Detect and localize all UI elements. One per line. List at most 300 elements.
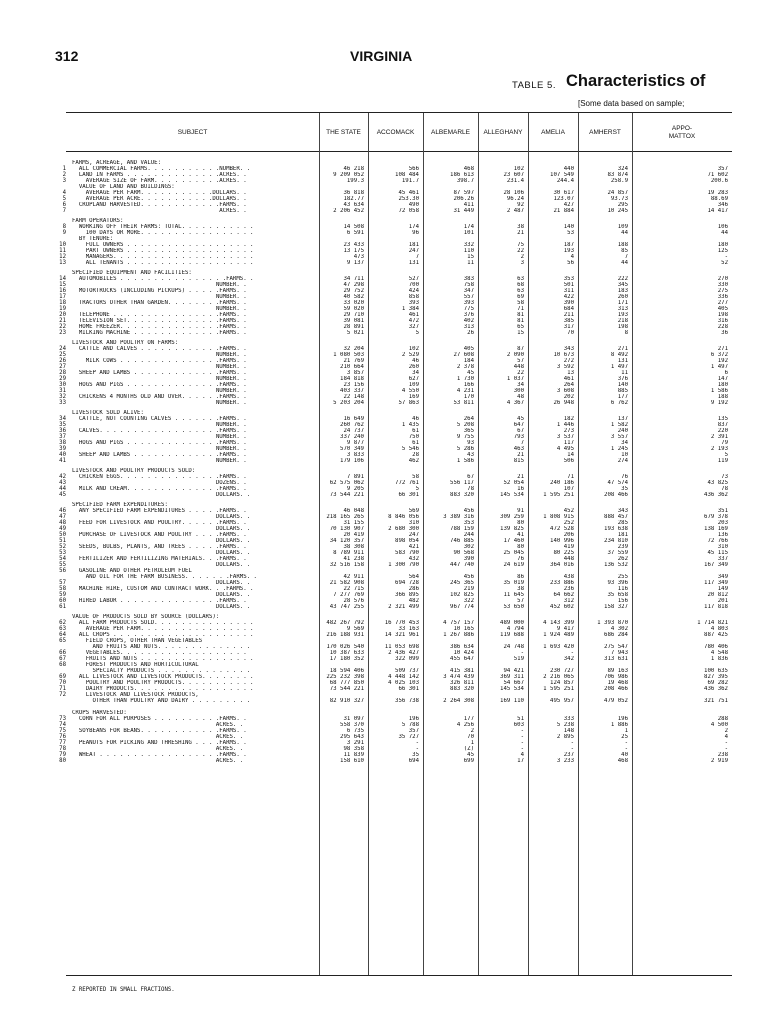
- table-cell: 317: [563, 324, 574, 330]
- table-cell: 501: [563, 282, 574, 288]
- table-cell: 225 232 398: [326, 674, 364, 680]
- table-cell: (Z): [463, 746, 474, 752]
- table-cell: 80: [517, 544, 524, 550]
- table-cell: 54 667: [503, 680, 524, 686]
- table-cell: 46 048: [343, 508, 364, 514]
- table-cell: 20 419: [343, 532, 364, 538]
- table-cell: 247: [408, 532, 419, 538]
- table-row: [0, 698, 770, 704]
- row-number: 16: [59, 288, 66, 294]
- table-cell: 208 466: [604, 686, 628, 692]
- table-cell: 43 825: [707, 480, 728, 486]
- table-cell: 9 205: [346, 486, 364, 492]
- table-cell: 228: [717, 324, 728, 330]
- table-cell: 3 291: [346, 740, 364, 746]
- row-number: 26: [59, 358, 66, 364]
- row-subject: AVERAGE PER FARM. . . . . . . . . . .DOLLARS. .: [72, 190, 247, 196]
- table-cell: 679 378: [704, 514, 728, 520]
- table-cell: 211: [563, 312, 574, 318]
- table-cell: 2 216 065: [543, 674, 574, 680]
- table-cell: 101: [463, 230, 474, 236]
- table-cell: -: [520, 728, 524, 734]
- table-cell: 45: [517, 416, 524, 422]
- table-cell: 4 025 103: [388, 680, 419, 686]
- table-cell: 17 180 352: [329, 656, 364, 662]
- table-cell: 376: [463, 312, 474, 318]
- table-cell: -: [724, 740, 728, 746]
- table-cell: 343: [617, 508, 628, 514]
- table-cell: 286: [408, 586, 419, 592]
- table-cell: 57: [517, 598, 524, 604]
- row-subject: DOLLARS. .: [72, 514, 251, 520]
- row-subject: FARMS, ACREAGE, AND VALUE:: [72, 160, 162, 166]
- table-cell: 345: [617, 282, 628, 288]
- table-cell: 193: [617, 312, 628, 318]
- table-cell: 21: [517, 230, 524, 236]
- table-cell: 81: [517, 312, 524, 318]
- table-cell: 421: [408, 544, 419, 550]
- table-cell: 1 693 420: [543, 644, 574, 650]
- table-cell: 8: [624, 330, 628, 336]
- table-row: [0, 758, 770, 764]
- row-number: 68: [59, 662, 66, 668]
- row-subject: LAND IN FARMS . . . . . . . . . . . . . .ACRES. .: [72, 172, 247, 178]
- table-cell: 2: [724, 728, 728, 734]
- table-cell: 131: [408, 260, 419, 266]
- table-cell: 447 740: [450, 562, 474, 568]
- table-cell: 405: [717, 306, 728, 312]
- table-row: [0, 330, 770, 336]
- row-number: 66: [59, 650, 66, 656]
- table-cell: 436 362: [704, 492, 728, 498]
- table-cell: 694: [408, 758, 419, 764]
- table-cell: 233 886: [550, 580, 574, 586]
- table-cell: 3 608: [556, 388, 574, 394]
- table-cell: 2 193: [710, 446, 728, 452]
- table-cell: 313: [463, 324, 474, 330]
- table-cell: 87 597: [453, 190, 474, 196]
- row-number: 43: [59, 480, 66, 486]
- table-cell: 422: [563, 294, 574, 300]
- table-cell: 321 751: [704, 698, 728, 704]
- table-cell: 236: [563, 586, 574, 592]
- table-cell: 192: [717, 358, 728, 364]
- table-cell: 2 321 499: [388, 604, 419, 610]
- row-subject: DOZENS. .: [72, 480, 247, 486]
- table-cell: 13: [567, 370, 574, 376]
- table-cell: 858: [408, 294, 419, 300]
- table-cell: 455 647: [450, 656, 474, 662]
- table-cell: 9 417: [556, 626, 574, 632]
- table-cell: 80 225: [553, 550, 574, 556]
- table-cell: 193 638: [604, 526, 628, 532]
- table-cell: 107: [563, 486, 574, 492]
- table-cell: 1 924 489: [543, 632, 574, 638]
- table-cell: 26: [467, 330, 474, 336]
- table-cell: 883 320: [450, 492, 474, 498]
- row-subject: MILK AND CREAM. . . . . . . . . . . . . .FARMS. .: [72, 486, 247, 492]
- table-cell: 8 846 056: [388, 514, 419, 520]
- table-cell: 24 619: [503, 562, 524, 568]
- row-subject: VALUE OF PRODUCTS SOLD BY SOURCE (DOLLARS):: [72, 614, 220, 620]
- table-cell: 135: [717, 416, 728, 422]
- table-cell: 4 548: [710, 650, 728, 656]
- table-cell: 110: [463, 248, 474, 254]
- row-subject: DOLLARS. .: [72, 592, 251, 598]
- row-subject: TELEVISION SET. . . . . . . . . . . . . .FARMS. .: [72, 318, 247, 324]
- table-cell: 29 752: [343, 288, 364, 294]
- row-number: 70: [59, 680, 66, 686]
- table-cell: 14 321 961: [384, 632, 419, 638]
- table-cell: 1: [470, 740, 474, 746]
- row-subject: AND FRUITS AND NUTS. . . . . . . . . . . . . .: [72, 644, 251, 650]
- table-cell: 75: [517, 242, 524, 248]
- table-cell: 131: [617, 358, 628, 364]
- table-cell: 427: [563, 202, 574, 208]
- row-subject: MOTORTRUCKS (INCLUDING PICKUPS) . . . . .FARMS. .: [72, 288, 247, 294]
- table-cell: 694 728: [395, 580, 419, 586]
- table-cell: 326 811: [450, 680, 474, 686]
- table-cell: 271: [617, 346, 628, 352]
- table-cell: 1 886: [610, 722, 628, 728]
- table-cell: 203: [717, 520, 728, 526]
- table-cell: 68 777 850: [329, 680, 364, 686]
- row-number: 45: [59, 492, 66, 498]
- table-cell: 3 833: [346, 452, 364, 458]
- table-cell: 1 245: [610, 446, 628, 452]
- table-cell: 295 643: [340, 734, 364, 740]
- table-cell: 43: [467, 452, 474, 458]
- table-cell: 9 137: [346, 260, 364, 266]
- table-cell: 310: [408, 520, 419, 526]
- table-cell: 96.24: [506, 196, 524, 202]
- table-cell: 32 516 158: [329, 562, 364, 568]
- row-subject: CROPS HARVESTED:: [72, 710, 127, 716]
- table-cell: 22 148: [343, 394, 364, 400]
- table-cell: 452 602: [550, 604, 574, 610]
- table-cell: 81: [517, 318, 524, 324]
- table-cell: 123.07: [553, 196, 574, 202]
- row-number: 25: [59, 352, 66, 358]
- table-cell: 1 080 503: [333, 352, 364, 358]
- table-cell: 25: [621, 734, 628, 740]
- table-cell: 186 613: [450, 172, 474, 178]
- row-number: 29: [59, 376, 66, 382]
- table-cell: 262: [617, 556, 628, 562]
- table-cell: 117: [563, 440, 574, 446]
- table-cell: 5 203 204: [333, 400, 364, 406]
- row-subject: LIVESTOCK AND POULTRY ON FARMS:: [72, 340, 179, 346]
- table-cell: 8 492: [610, 352, 628, 358]
- table-cell: 108 484: [395, 172, 419, 178]
- row-number: 27: [59, 364, 66, 370]
- table-bottom-rule: [66, 975, 732, 976]
- table-row: [0, 208, 770, 214]
- table-cell: 3 537: [556, 434, 574, 440]
- table-cell: 4 143 399: [543, 620, 574, 626]
- state-title: VIRGINIA: [350, 48, 413, 64]
- table-cell: 171: [617, 300, 628, 306]
- row-subject: SPECIFIED FARM EXPENDITURES:: [72, 502, 168, 508]
- row-number: 11: [59, 248, 66, 254]
- table-cell: 181: [617, 532, 628, 538]
- table-cell: 23 156: [343, 382, 364, 388]
- table-cell: 34: [517, 382, 524, 388]
- row-number: 5: [62, 196, 66, 202]
- row-subject: WHEAT . . . . . . . . . . . . . . . . . .FARMS. .: [72, 752, 247, 758]
- row-subject: TELEPHONE . . . . . . . . . . . . . . . .FARMS. .: [72, 312, 247, 318]
- table-cell: 4 256: [456, 722, 474, 728]
- table-cell: 45 461: [398, 190, 419, 196]
- table-cell: 149: [717, 586, 728, 592]
- table-cell: 93 396: [607, 580, 628, 586]
- table-cell: 5 788: [401, 722, 419, 728]
- row-subject: DOLLARS. .: [72, 538, 251, 544]
- table-cell: 9 192: [710, 400, 728, 406]
- row-number: 15: [59, 282, 66, 288]
- table-cell: 313 631: [604, 656, 628, 662]
- table-cell: 51: [517, 716, 524, 722]
- table-cell: 68: [517, 282, 524, 288]
- table-cell: 65: [517, 324, 524, 330]
- table-cell: 137: [617, 416, 628, 422]
- table-cell: 473: [353, 254, 364, 260]
- table-cell: 83 874: [607, 172, 628, 178]
- row-number: 24: [59, 346, 66, 352]
- table-cell: 3 592: [556, 364, 574, 370]
- table-cell: 432: [408, 556, 419, 562]
- table-cell: 1 595 251: [543, 686, 574, 692]
- table-cell: 140: [617, 382, 628, 388]
- row-number: 78: [59, 746, 66, 752]
- table-cell: 43 634: [343, 202, 364, 208]
- table-cell: 45: [467, 752, 474, 758]
- row-number: 10: [59, 242, 66, 248]
- row-subject: WORKING OFF THEIR FARMS: TOTAL. . . . . . . . . . .: [72, 224, 254, 230]
- row-number: 62: [59, 620, 66, 626]
- table-cell: 43 747 255: [329, 604, 364, 610]
- table-cell: 230 727: [550, 668, 574, 674]
- table-cell: 887 425: [704, 632, 728, 638]
- table-cell: 7: [624, 254, 628, 260]
- table-cell: 140 996: [550, 538, 574, 544]
- table-cell: 390: [463, 556, 474, 562]
- table-cell: 311: [563, 288, 574, 294]
- row-number: 22: [59, 324, 66, 330]
- row-number: 19: [59, 306, 66, 312]
- row-number: 72: [59, 692, 66, 698]
- row-number: 55: [59, 562, 66, 568]
- table-cell: 452: [563, 508, 574, 514]
- row-number: 12: [59, 254, 66, 260]
- table-cell: 376: [617, 376, 628, 382]
- table-cell: 5 286: [456, 446, 474, 452]
- table-cell: 495 957: [550, 698, 574, 704]
- table-cell: 7: [520, 440, 524, 446]
- table-cell: 1 393 870: [597, 620, 628, 626]
- table-cell: 347: [463, 288, 474, 294]
- table-cell: 3 857: [346, 370, 364, 376]
- table-cell: 17 460: [503, 538, 524, 544]
- table-cell: 231.4: [506, 178, 524, 184]
- table-cell: 353: [463, 520, 474, 526]
- table-cell: 59 020: [343, 306, 364, 312]
- row-number: 39: [59, 446, 66, 452]
- table-cell: 793: [513, 434, 524, 440]
- table-cell: 3 389 316: [443, 514, 474, 520]
- table-cell: 47 298: [343, 282, 364, 288]
- row-number: 13: [59, 260, 66, 266]
- table-cell: 247: [408, 248, 419, 254]
- table-cell: 2 487: [506, 208, 524, 214]
- table-cell: 183: [617, 288, 628, 294]
- table-cell: 40 582: [343, 294, 364, 300]
- row-subject: CORN FOR ALL PURPOSES . . . . . . . . . .FARMS. .: [72, 716, 247, 722]
- table-cell: 23 433: [343, 242, 364, 248]
- table-cell: 35: [621, 486, 628, 492]
- table-cell: 188: [617, 242, 628, 248]
- table-cell: 71: [567, 474, 574, 480]
- table-cell: 109: [408, 382, 419, 388]
- row-subject: BY TENURE:: [72, 236, 114, 242]
- table-cell: 558 370: [340, 722, 364, 728]
- table-cell: 7 891: [346, 474, 364, 480]
- table-cell: 3 474 439: [443, 674, 474, 680]
- row-subject: SHEEP AND LAMBS . . . . . . . . . . . . .FARMS. .: [72, 452, 247, 458]
- table-cell: 468: [463, 166, 474, 172]
- row-subject: FRUITS AND NUTS . . . . . . . . . . . . . . . . .: [72, 656, 254, 662]
- table-cell: 9 209 052: [333, 172, 364, 178]
- table-cell: 52 054: [503, 480, 524, 486]
- table-cell: 89 163: [607, 668, 628, 674]
- table-cell: 102: [513, 166, 524, 172]
- row-number: 60: [59, 598, 66, 604]
- row-subject: NUMBER. .: [72, 376, 247, 382]
- table-cell: 2 680 300: [388, 526, 419, 532]
- table-cell: 181: [408, 242, 419, 248]
- table-cell: 10 673: [553, 352, 574, 358]
- table-cell: 169: [408, 394, 419, 400]
- table-cell: 61: [412, 428, 419, 434]
- table-cell: 198: [617, 324, 628, 330]
- row-subject: CALVES. . . . . . . . . . . . . . . . . .FARMS. .: [72, 428, 247, 434]
- row-number: 14: [59, 276, 66, 282]
- table-cell: 206: [563, 532, 574, 538]
- table-cell: 788 159: [450, 526, 474, 532]
- table-cell: 686 284: [604, 632, 628, 638]
- table-cell: 411: [463, 202, 474, 208]
- table-cell: 11 053 698: [384, 644, 419, 650]
- table-cell: 119: [717, 458, 728, 464]
- table-cell: 4 794: [506, 626, 524, 632]
- table-cell: 45: [467, 370, 474, 376]
- row-number: 21: [59, 318, 66, 324]
- table-cell: 66 301: [398, 492, 419, 498]
- table-cell: 8 789 911: [333, 550, 364, 556]
- table-cell: 187: [563, 242, 574, 248]
- table-cell: 21 582 908: [329, 580, 364, 586]
- row-subject: ALL TENANTS . . . . . . . . . . . . . . . . . . .: [72, 260, 254, 266]
- row-subject: NUMBER. .: [72, 400, 247, 406]
- table-cell: -: [570, 650, 574, 656]
- row-number: 34: [59, 416, 66, 422]
- row-subject: DOLLARS. .: [72, 580, 251, 586]
- table-cell: 35 658: [607, 592, 628, 598]
- table-cell: 322 099: [395, 656, 419, 662]
- table-cell: 202: [563, 394, 574, 400]
- table-cell: 82 910 327: [329, 698, 364, 704]
- table-cell: 22: [517, 248, 524, 254]
- table-cell: 700: [408, 282, 419, 288]
- table-cell: 140: [563, 224, 574, 230]
- table-cell: 57 863: [398, 400, 419, 406]
- row-subject: MILK COWS . . . . . . . . . . . . . . .FARMS. .: [72, 358, 247, 364]
- row-subject: FEED FOR LIVESTOCK AND POULTRY. . . . . .FARMS. .: [72, 520, 247, 526]
- row-subject: MACHINE HIRE, CUSTOM AND CONTRACT WORK. . .FARMS. .: [72, 586, 254, 592]
- table-cell: 252: [563, 520, 574, 526]
- row-subject: ACRES. .: [72, 734, 244, 740]
- row-number: 49: [59, 526, 66, 532]
- table-cell: 255: [617, 574, 628, 580]
- table-cell: 1 808 915: [543, 514, 574, 520]
- table-label: TABLE 5.: [512, 80, 556, 91]
- table-cell: 463: [513, 446, 524, 452]
- table-cell: 23 607: [503, 172, 524, 178]
- table-cell: -: [415, 746, 419, 752]
- table-cell: 482: [408, 598, 419, 604]
- table-cell: 332: [463, 242, 474, 248]
- row-number: 71: [59, 686, 66, 692]
- row-subject: FULL OWNERS . . . . . . . . . . . . . . . . . . .: [72, 242, 254, 248]
- table-row: [0, 458, 770, 464]
- table-cell: 4: [724, 734, 728, 740]
- table-cell: 46 218: [343, 166, 364, 172]
- table-cell: 41 238: [343, 556, 364, 562]
- row-number: 67: [59, 656, 66, 662]
- table-cell: 93: [467, 440, 474, 446]
- table-cell: 191.7: [401, 178, 419, 184]
- table-cell: 38: [517, 586, 524, 592]
- table-cell: 313: [617, 306, 628, 312]
- row-subject: NUMBER. .: [72, 458, 247, 464]
- table-cell: 70 130 907: [329, 526, 364, 532]
- table-cell: 772 761: [395, 480, 419, 486]
- row-subject: PART OWNERS . . . . . . . . . . . . . . . . . . .: [72, 248, 254, 254]
- table-cell: -: [570, 740, 574, 746]
- table-cell: 78: [721, 486, 728, 492]
- table-cell: 750: [408, 434, 419, 440]
- table-cell: 5 238: [556, 722, 574, 728]
- table-cell: 25 045: [503, 550, 524, 556]
- table-cell: 193: [563, 248, 574, 254]
- table-cell: 1 300 790: [388, 562, 419, 568]
- table-cell: 237: [563, 752, 574, 758]
- table-cell: 4 550: [401, 388, 419, 394]
- row-subject: DOLLARS. .: [72, 526, 251, 532]
- table-cell: 398.7: [456, 178, 474, 184]
- table-cell: 1 714 821: [697, 620, 728, 626]
- table-cell: 66 301: [398, 686, 419, 692]
- table-cell: 346: [717, 202, 728, 208]
- table-cell: 44: [721, 230, 728, 236]
- table-cell: 53: [567, 230, 574, 236]
- table-cell: 509 737: [395, 668, 419, 674]
- table-cell: -: [520, 650, 524, 656]
- table-cell: 2 529: [401, 352, 419, 358]
- table-cell: 38: [517, 224, 524, 230]
- table-cell: 70: [467, 734, 474, 740]
- table-cell: 519: [513, 656, 524, 662]
